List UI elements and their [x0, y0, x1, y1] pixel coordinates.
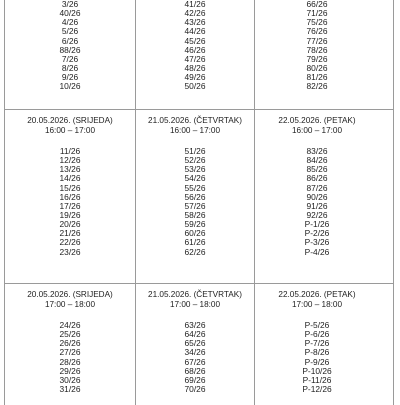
table-cell: 54/26 [184, 173, 206, 184]
table-cell: 49/26 [184, 72, 206, 83]
table-cell: 31/26 [59, 383, 81, 394]
table-cell: P-10/26 [302, 365, 332, 376]
cell-block0-col1 [130, 0, 260, 91]
table-cell: 25/26 [59, 329, 81, 340]
session-date: 20.05.2026. (SRIJEDA) [27, 290, 113, 299]
session-time: 17:00 – 18:00 [169, 300, 221, 309]
table-cell: 61/26 [184, 237, 206, 248]
table-cell: 8/26 [61, 62, 79, 73]
table-cell: P-3/26 [304, 237, 330, 248]
table-cell: 7/26 [61, 53, 79, 64]
table-cell: 26/26 [59, 338, 81, 349]
table-cell: 34/26 [184, 347, 206, 358]
table-cell: 91/26 [306, 200, 328, 211]
table-cell: 50/26 [184, 81, 206, 92]
table-cell: 52/26 [184, 155, 206, 166]
table-cell: 67/26 [184, 356, 206, 367]
table-cell: 11/26 [59, 146, 81, 156]
session-time: 16:00 – 17:00 [291, 126, 343, 135]
table-cell: 29/26 [59, 365, 81, 376]
table-cell: 40/26 [59, 8, 81, 19]
session-date: 20.05.2026. (SRIJEDA) [27, 116, 113, 125]
session-date: 21.05.2026. (ČETVRTAK) [148, 290, 242, 299]
table-cell: 84/26 [306, 155, 328, 166]
session-time: 17:00 – 18:00 [44, 300, 96, 309]
table-cell: 30/26 [59, 374, 81, 385]
cell-block2-col2 [252, 290, 382, 394]
cell-block0-col0 [5, 0, 135, 91]
table-cell: 20/26 [59, 219, 81, 230]
table-cell: 5/26 [61, 26, 79, 37]
table-cell: 12/26 [59, 155, 81, 166]
session-date: 21.05.2026. (ČETVRTAK) [148, 116, 242, 125]
table-cell: 65/26 [184, 338, 206, 349]
table-cell: 62/26 [184, 246, 206, 257]
table-cell: 23/26 [59, 246, 81, 257]
table-cell: 44/26 [184, 26, 206, 37]
table-cell: 58/26 [184, 209, 206, 220]
table-cell: 42/26 [184, 8, 206, 19]
table-cell: P-9/26 [304, 356, 330, 367]
table-cell: 78/26 [306, 44, 328, 55]
table-cell: 51/26 [184, 146, 206, 156]
session-time: 16:00 – 17:00 [44, 126, 96, 135]
table-cell: 90/26 [306, 191, 328, 202]
table-cell: 53/26 [184, 164, 206, 175]
session-time: 17:00 – 18:00 [291, 300, 343, 309]
table-cell: 87/26 [306, 182, 328, 193]
session-time: 16:00 – 17:00 [169, 126, 221, 135]
table-cell: 10/26 [59, 81, 81, 92]
table-cell: 64/26 [184, 329, 206, 340]
table-cell: 9/26 [61, 72, 79, 83]
table-cell: 83/26 [306, 146, 328, 156]
table-cell: P-6/26 [304, 329, 330, 340]
table-cell: 14/26 [59, 173, 81, 184]
table-cell: 85/26 [306, 164, 328, 175]
table-border-row1 [4, 109, 394, 110]
table-cell: 68/26 [184, 365, 206, 376]
table-cell: 21/26 [59, 228, 81, 239]
table-cell: P-1/26 [304, 219, 330, 230]
table-cell: 63/26 [184, 320, 206, 330]
table-cell: 6/26 [61, 35, 79, 46]
table-cell: 59/26 [184, 219, 206, 230]
table-cell: 75/26 [306, 17, 328, 28]
table-cell: 71/26 [306, 8, 328, 19]
table-cell: 45/26 [184, 35, 206, 46]
table-cell: 24/26 [59, 320, 81, 330]
table-cell: 56/26 [184, 191, 206, 202]
cell-block1-col2 [252, 116, 382, 257]
table-border-row2 [4, 283, 394, 284]
table-cell: 19/26 [59, 209, 81, 220]
table-cell: P-11/26 [302, 374, 332, 385]
table-border-right [393, 0, 394, 405]
table-cell: P-4/26 [304, 246, 330, 257]
table-cell: 16/26 [59, 191, 81, 202]
table-cell: 81/26 [306, 72, 328, 83]
table-cell: P-5/26 [304, 320, 330, 330]
table-cell: 82/26 [306, 81, 328, 92]
table-cell: 55/26 [184, 182, 206, 193]
session-date: 22.05.2026. (PETAK) [278, 116, 356, 125]
table-cell: 79/26 [306, 53, 328, 64]
table-cell: 46/26 [184, 44, 206, 55]
table-cell: P-2/26 [304, 228, 330, 239]
cell-block2-col0 [5, 290, 135, 394]
table-cell: P-7/26 [304, 338, 330, 349]
table-cell: 48/26 [184, 62, 206, 73]
cell-block0-col2 [252, 0, 382, 91]
table-cell: 70/26 [184, 383, 206, 394]
session-date: 22.05.2026. (PETAK) [278, 290, 356, 299]
table-cell: 17/26 [59, 200, 81, 211]
table-cell: 13/26 [59, 164, 81, 175]
table-cell: 66/26 [306, 0, 328, 9]
table-cell: 77/26 [306, 35, 328, 46]
table-cell: 15/26 [59, 182, 81, 193]
table-cell: 41/26 [184, 0, 206, 9]
cell-block1-col0 [5, 116, 135, 257]
table-cell: 57/26 [184, 200, 206, 211]
cell-block1-col1 [130, 116, 260, 257]
table-cell: 47/26 [184, 53, 206, 64]
table-cell: P-12/26 [302, 383, 332, 394]
cell-block2-col1 [130, 290, 260, 394]
table-cell: 3/26 [61, 0, 79, 9]
table-cell: P-8/26 [304, 347, 330, 358]
table-cell: 80/26 [306, 62, 328, 73]
table-cell: 76/26 [306, 26, 328, 37]
table-cell: 22/26 [59, 237, 81, 248]
table-cell: 28/26 [59, 356, 81, 367]
table-cell: 88/26 [59, 44, 81, 55]
table-cell: 27/26 [59, 347, 81, 358]
table-cell: 43/26 [184, 17, 206, 28]
table-cell: 60/26 [184, 228, 206, 239]
table-cell: 92/26 [306, 209, 328, 220]
table-cell: 4/26 [61, 17, 79, 28]
table-cell: 69/26 [184, 374, 206, 385]
table-cell: 86/26 [306, 173, 328, 184]
